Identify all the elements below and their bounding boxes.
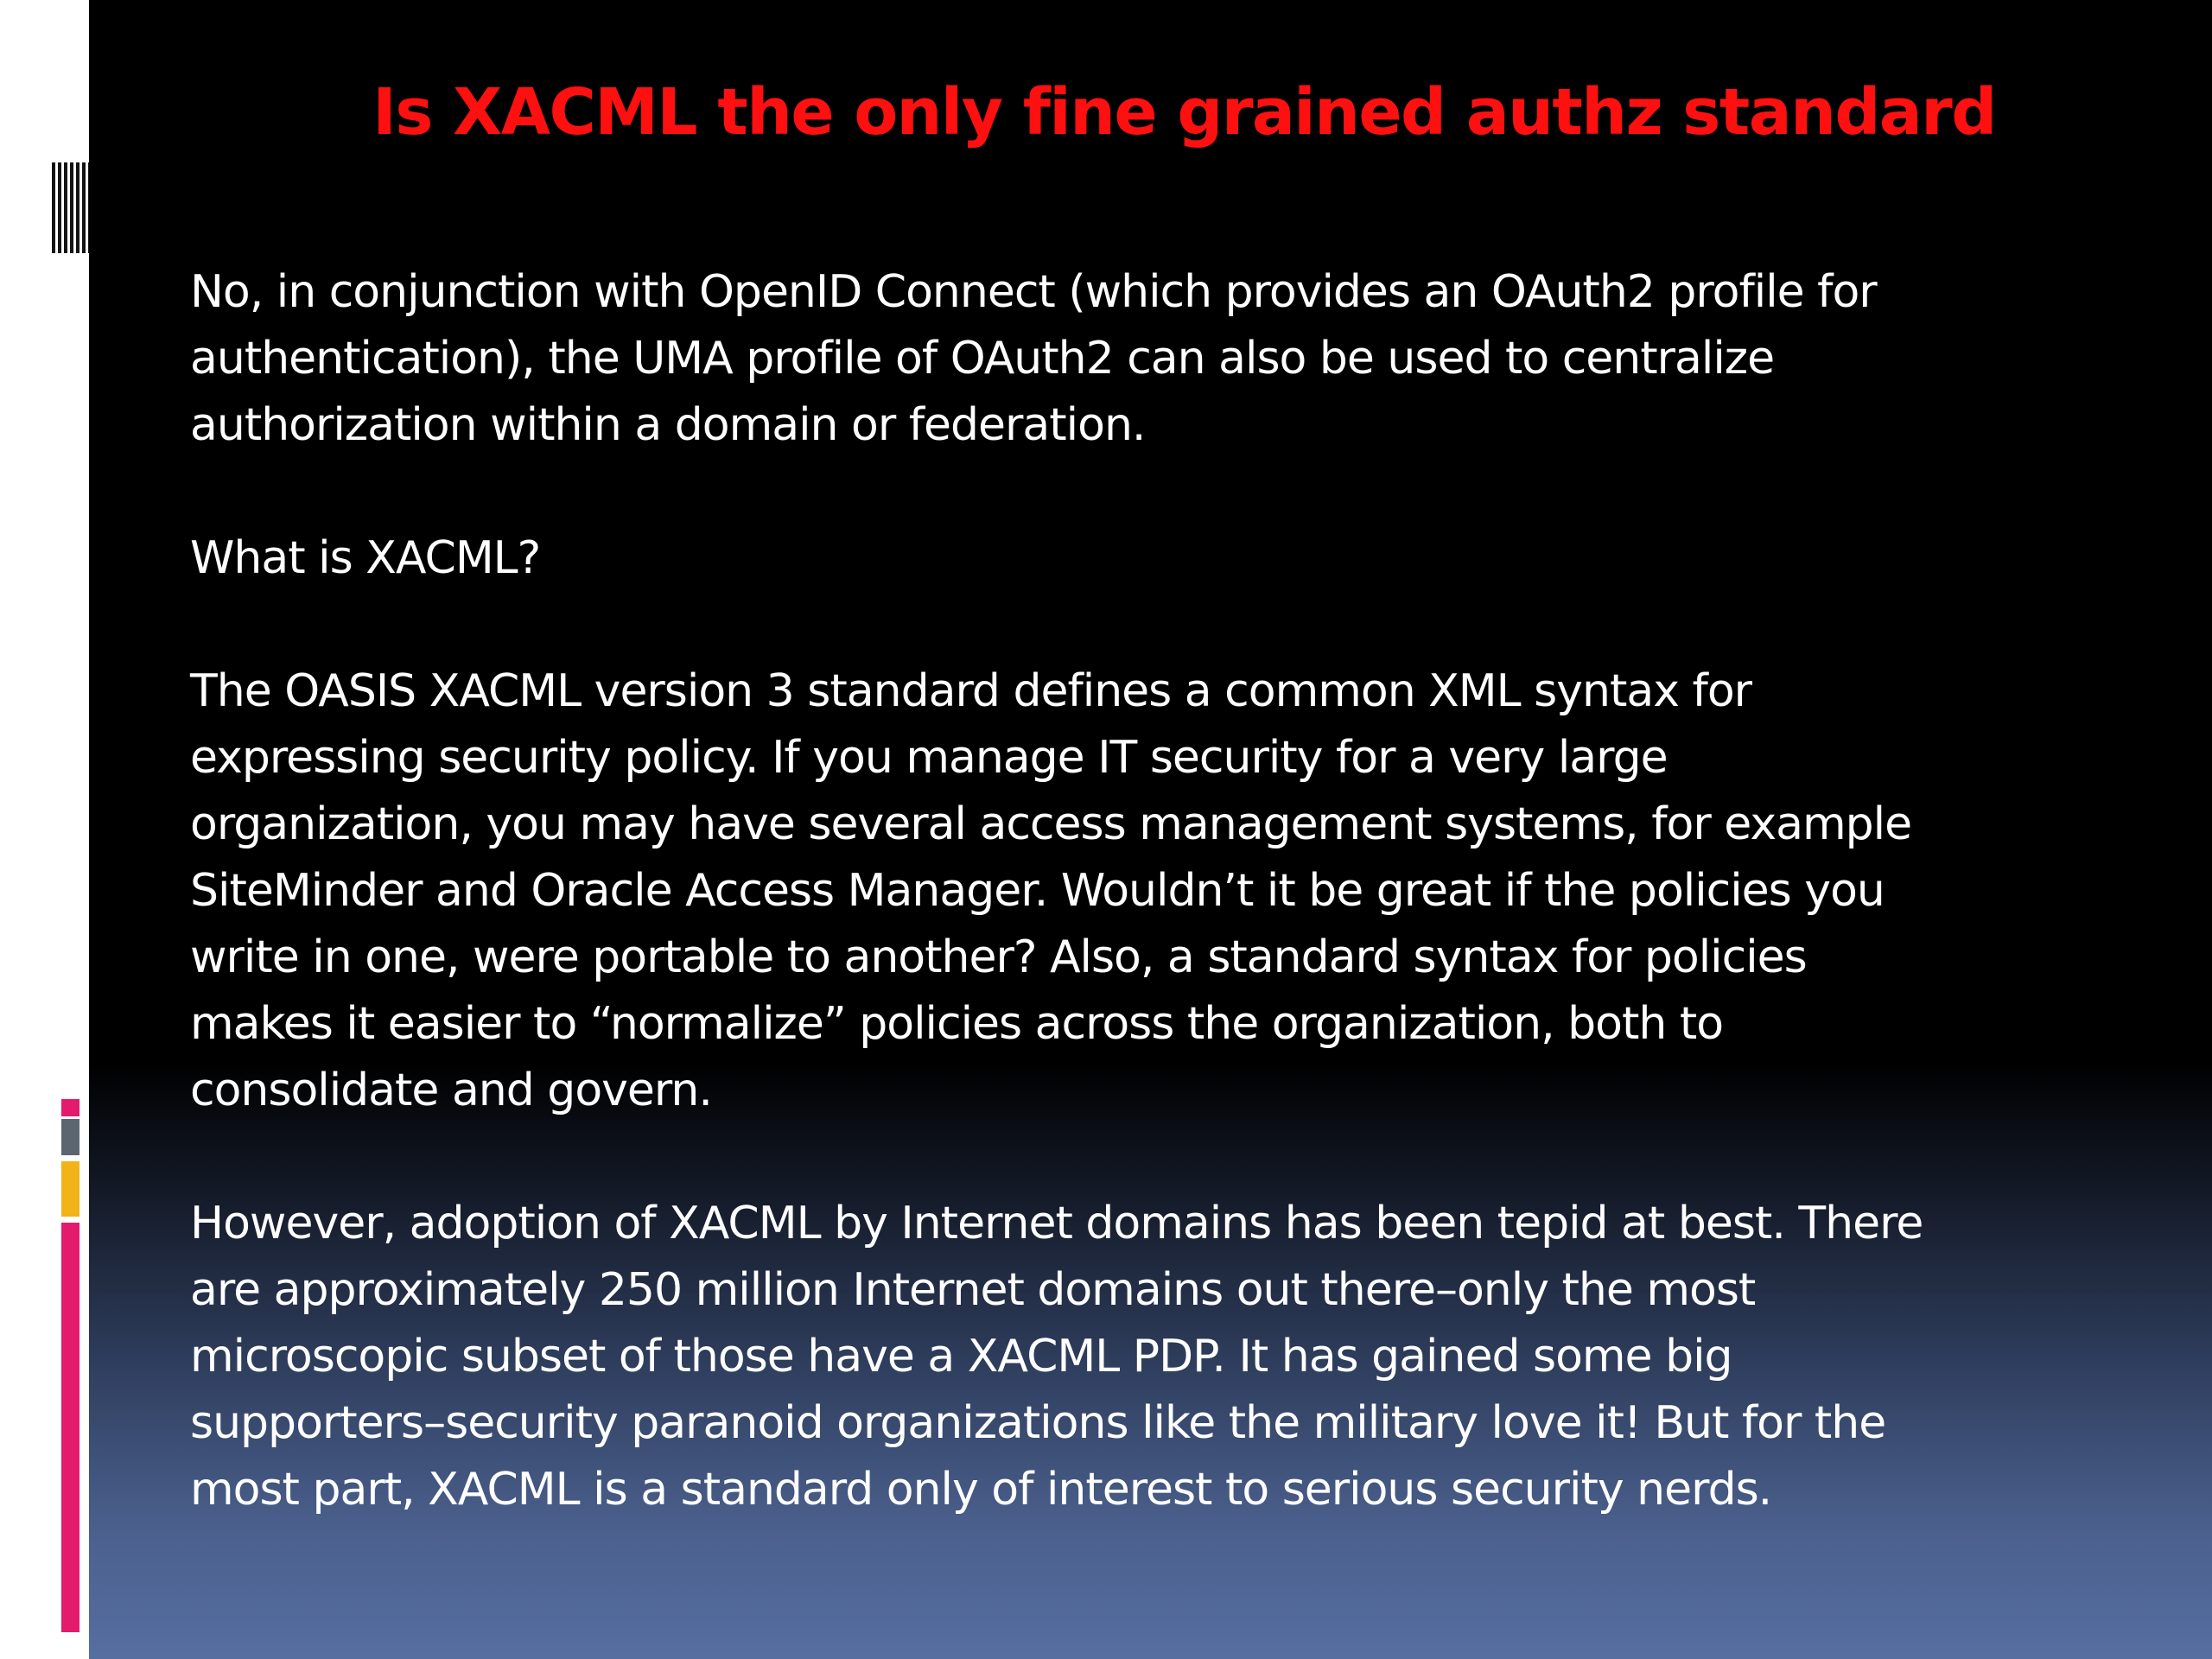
accent-bar-gray [61,1119,79,1155]
text-line: supporters–security paranoid organizations like the military love it! But for the [190,1397,1886,1449]
paragraph-adoption [190,1191,2117,1523]
stripes-decoration-icon [52,162,89,253]
accent-bar-pink [61,1223,79,1632]
text-line: No, in conjunction with OpenID Connect (which provides an OAuth2 profile for [190,266,1877,318]
text-line: SiteMinder and Oracle Access Manager. Wouldn’t it be great if the policies you [190,865,1885,917]
text-line: organization, you may have several access management systems, for example [190,798,1912,850]
text-line: What is XACML? [190,532,541,584]
text-line: are approximately 250 million Internet domains out there–only the most [190,1264,1756,1316]
text-line: most part, XACML is a standard only of interest to serious security nerds. [190,1464,1772,1516]
text-line: authorization within a domain or federation. [190,399,1146,451]
text-line: However, adoption of XACML by Internet domains has been tepid at best. There [190,1198,1923,1249]
paragraph-oasis-standard [190,658,2117,1124]
text-line: expressing security policy. If you manage IT security for a very large [190,732,1668,784]
slide-body [190,259,2117,1590]
accent-bar-pink-top [61,1099,79,1116]
text-line: The OASIS XACML version 3 standard defines a common XML syntax for [190,665,1752,717]
text-line: consolidate and govern. [190,1065,712,1116]
left-decoration-strip [0,0,89,1659]
paragraph-what-is-xacml [190,525,2117,592]
paragraph-uma-oauth [190,259,2117,459]
content-panel [89,0,2212,1659]
slide-title: Is XACML the only fine grained authz standard [372,75,1996,149]
text-line: microscopic subset of those have a XACML PDP. It has gained some big [190,1331,1732,1382]
text-line: makes it easier to “normalize” policies across the organization, both to [190,998,1724,1050]
text-line: write in one, were portable to another? Also, a standard syntax for policies [190,931,1807,983]
accent-bar-yellow [61,1161,79,1217]
text-line: authentication), the UMA profile of OAuth2 can also be used to centralize [190,333,1775,385]
